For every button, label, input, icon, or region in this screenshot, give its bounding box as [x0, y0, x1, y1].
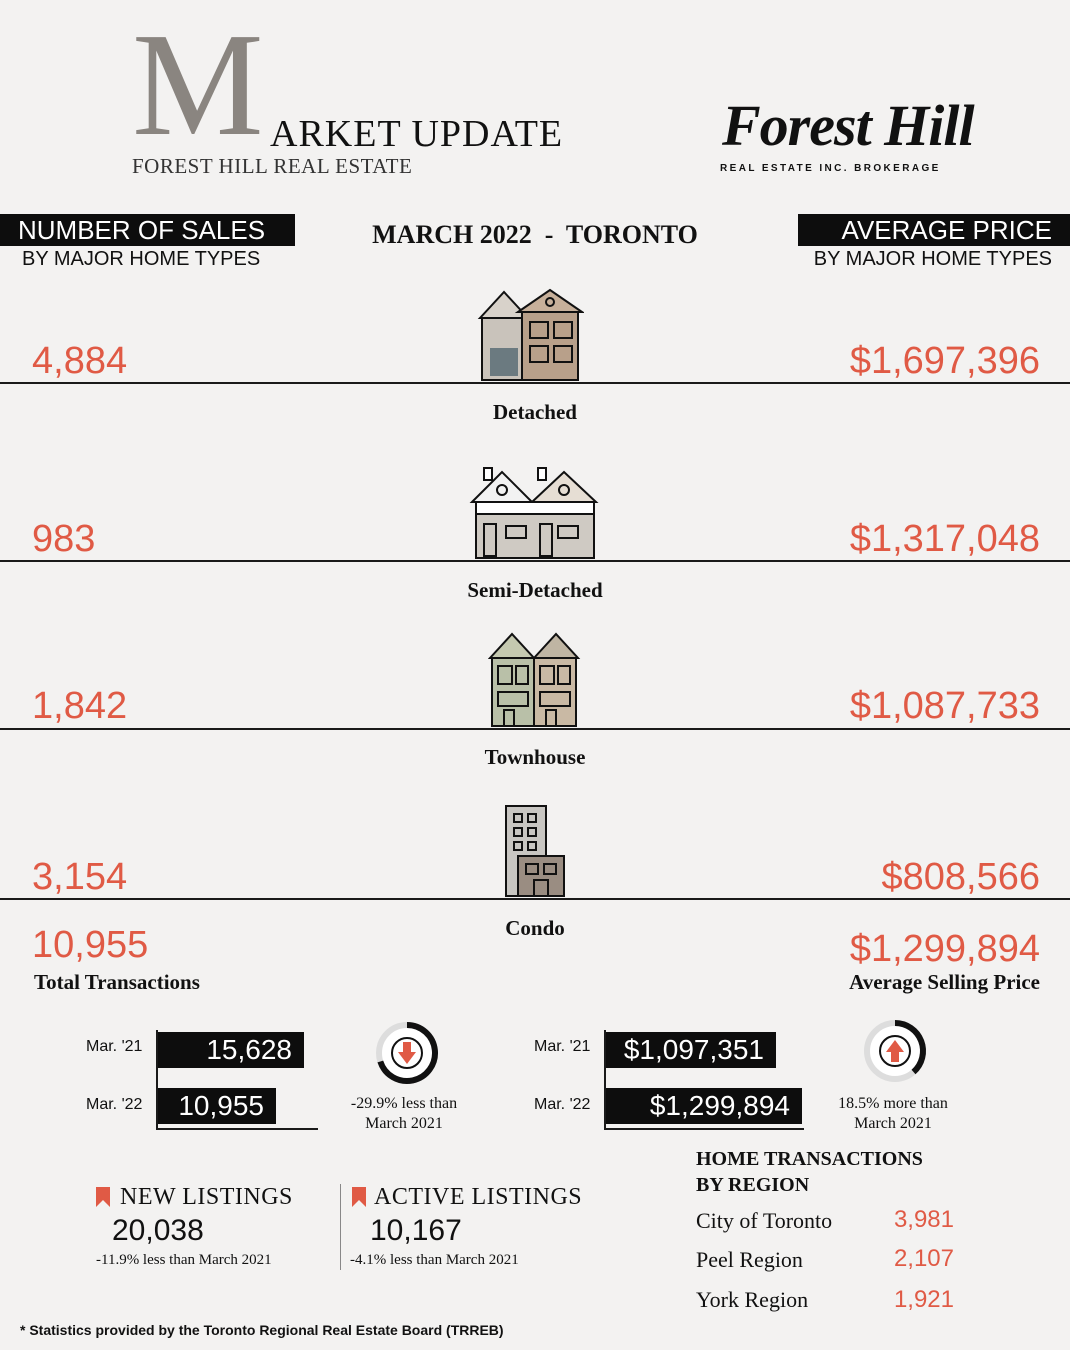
- new-listings-note: -11.9% less than March 2021: [96, 1252, 272, 1268]
- listings-divider: [340, 1184, 341, 1270]
- sales-bar-2022: 10,955: [158, 1088, 276, 1124]
- divider: [0, 382, 1070, 384]
- page-subtitle: FOREST HILL REAL ESTATE: [132, 154, 413, 178]
- detached-label: Detached: [493, 400, 577, 424]
- price-tag: AVERAGE PRICE: [798, 214, 1070, 246]
- condo-price: $808,566: [881, 856, 1040, 898]
- price-axis-base: [604, 1128, 804, 1130]
- townhouse-sales: 1,842: [32, 685, 128, 727]
- regions-title: [696, 1146, 923, 1198]
- period-heading: MARCH 2022 - TORONTO: [372, 220, 698, 249]
- region-name: City of Toronto: [696, 1208, 833, 1233]
- active-listings-value: 10,167: [370, 1214, 462, 1247]
- header-m-letter: M: [132, 3, 260, 167]
- region-value: 3,981: [893, 1206, 954, 1233]
- detached-price: $1,697,396: [849, 340, 1040, 382]
- page-title: ARKET UPDATE: [270, 113, 564, 155]
- price-change-note: [820, 1094, 966, 1134]
- avg-price-label: Average Selling Price: [849, 970, 1040, 994]
- condo-sales: 3,154: [32, 856, 128, 898]
- sales-label-2021: Mar. '21: [86, 1038, 143, 1055]
- divider: [0, 560, 1070, 562]
- sales-bar-2021: 15,628: [158, 1032, 304, 1068]
- price-bar-2022: $1,299,894: [606, 1088, 802, 1124]
- price-label-2022: Mar. '22: [534, 1096, 591, 1113]
- sales-tag: NUMBER OF SALES: [0, 214, 295, 246]
- semi-detached-house-icon: [468, 462, 602, 560]
- detached-sales: 4,884: [32, 340, 128, 382]
- source-footnote: * Statistics provided by the Toronto Regional Real Estate Board (TRREB): [20, 1322, 504, 1338]
- price-tag-subtitle: BY MAJOR HOME TYPES: [813, 248, 1052, 270]
- sales-axis-base: [156, 1128, 318, 1130]
- price-change-ring: [862, 1018, 928, 1084]
- new-listings-value: 20,038: [112, 1214, 204, 1247]
- divider: [0, 728, 1070, 730]
- semi-detached-label: Semi-Detached: [467, 578, 603, 602]
- region-value: 2,107: [893, 1245, 954, 1272]
- new-listings-title: NEW LISTINGS: [120, 1184, 293, 1210]
- avg-price-value: $1,299,894: [849, 928, 1040, 970]
- sales-change-ring: [374, 1020, 440, 1086]
- townhouse-price: $1,087,733: [849, 685, 1040, 727]
- regions-title-line2: BY REGION: [696, 1174, 810, 1196]
- bookmark-icon: [352, 1187, 366, 1207]
- sales-label-2022: Mar. '22: [86, 1096, 143, 1113]
- sales-change-note: [334, 1094, 474, 1134]
- condo-building-icon: [504, 804, 566, 898]
- brand-logo: Forest Hill: [722, 93, 974, 158]
- divider: [0, 898, 1070, 900]
- price-label-2021: Mar. '21: [534, 1038, 591, 1055]
- total-transactions-label: Total Transactions: [34, 970, 200, 994]
- bookmark-icon: [96, 1187, 110, 1207]
- price-bar-2021: $1,097,351: [606, 1032, 776, 1068]
- sales-change-note-line2: March 2021: [365, 1115, 443, 1132]
- sales-tag-subtitle: BY MAJOR HOME TYPES: [22, 248, 261, 270]
- brand-logo-subtitle: REAL ESTATE INC. BROKERAGE: [720, 163, 941, 174]
- townhouse-label: Townhouse: [484, 745, 586, 769]
- condo-label: Condo: [505, 916, 565, 940]
- sales-change-note-line1: -29.9% less than: [350, 1095, 458, 1112]
- semi-detached-sales: 983: [32, 518, 96, 560]
- active-listings-title: ACTIVE LISTINGS: [374, 1184, 583, 1210]
- price-change-note-line1: 18.5% more than: [838, 1095, 948, 1112]
- region-name: Peel Region: [696, 1247, 803, 1272]
- townhouse-icon: [488, 632, 582, 728]
- regions-title-line1: HOME TRANSACTIONS: [696, 1148, 923, 1170]
- semi-detached-price: $1,317,048: [849, 518, 1040, 560]
- detached-house-icon: [476, 288, 584, 382]
- active-listings-note: -4.1% less than March 2021: [350, 1252, 519, 1268]
- total-transactions-value: 10,955: [32, 924, 149, 966]
- region-value: 1,921: [893, 1286, 954, 1313]
- region-name: York Region: [696, 1287, 809, 1312]
- price-change-note-line2: March 2021: [854, 1115, 932, 1132]
